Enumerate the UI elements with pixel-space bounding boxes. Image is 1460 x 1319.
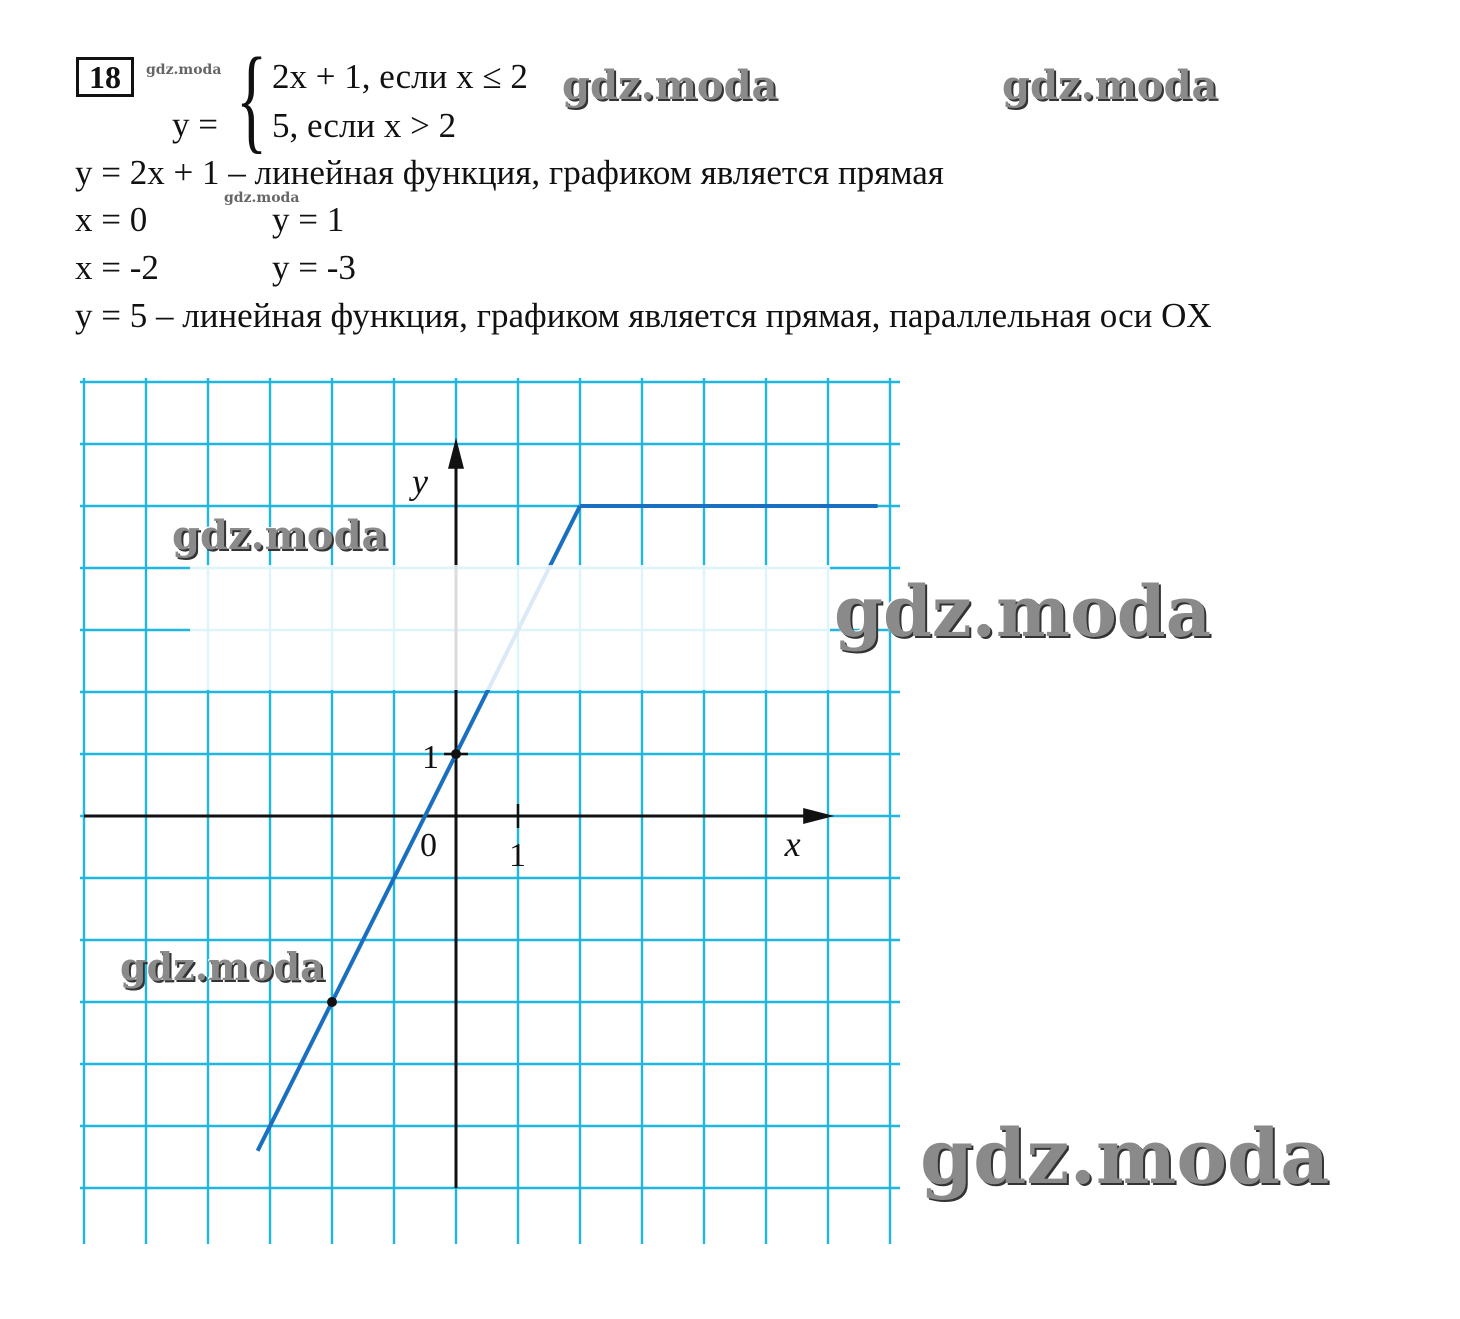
function-graph xyxy=(80,378,900,1244)
watermark: gdz.moda xyxy=(120,944,325,989)
watermark: gdz.moda xyxy=(834,570,1212,653)
problem-number: 18 xyxy=(76,57,134,97)
row1-x: x = 0 xyxy=(75,200,148,239)
watermark-wash xyxy=(190,565,830,690)
watermark-small: gdz.moda xyxy=(146,62,222,78)
watermark: gdz.moda xyxy=(1002,62,1218,109)
data-point xyxy=(327,997,337,1007)
watermark: gdz.moda xyxy=(920,1112,1330,1201)
explanation-line-1: y = 2x + 1 – линейная функция, графиком является прямая xyxy=(75,153,944,192)
explanation-line-2: y = 5 – линейная функция, графиком является прямая, параллельная оси OX xyxy=(75,296,1212,335)
watermark: gdz.moda xyxy=(562,62,778,109)
origin-label: 0 xyxy=(420,827,437,864)
case-1: 2x + 1, если x ≤ 2 xyxy=(272,57,528,96)
row2-x: x = -2 xyxy=(75,248,159,287)
watermark: gdz.moda xyxy=(172,512,388,559)
row2-y: y = -3 xyxy=(272,248,356,287)
y-equals-label: y = xyxy=(172,105,218,144)
x-tick-label: 1 xyxy=(509,837,526,874)
y-axis-arrow xyxy=(448,438,464,469)
data-point xyxy=(451,749,461,759)
y-tick-label: 1 xyxy=(422,739,439,776)
watermark-small: gdz.moda xyxy=(224,190,300,206)
system-brace: { xyxy=(236,33,268,164)
y-axis-label: y xyxy=(412,461,428,502)
row1-y: y = 1 xyxy=(272,200,345,239)
x-axis-label: x xyxy=(784,824,801,864)
case-2: 5, если x > 2 xyxy=(272,106,457,145)
x-axis-arrow xyxy=(803,808,834,824)
